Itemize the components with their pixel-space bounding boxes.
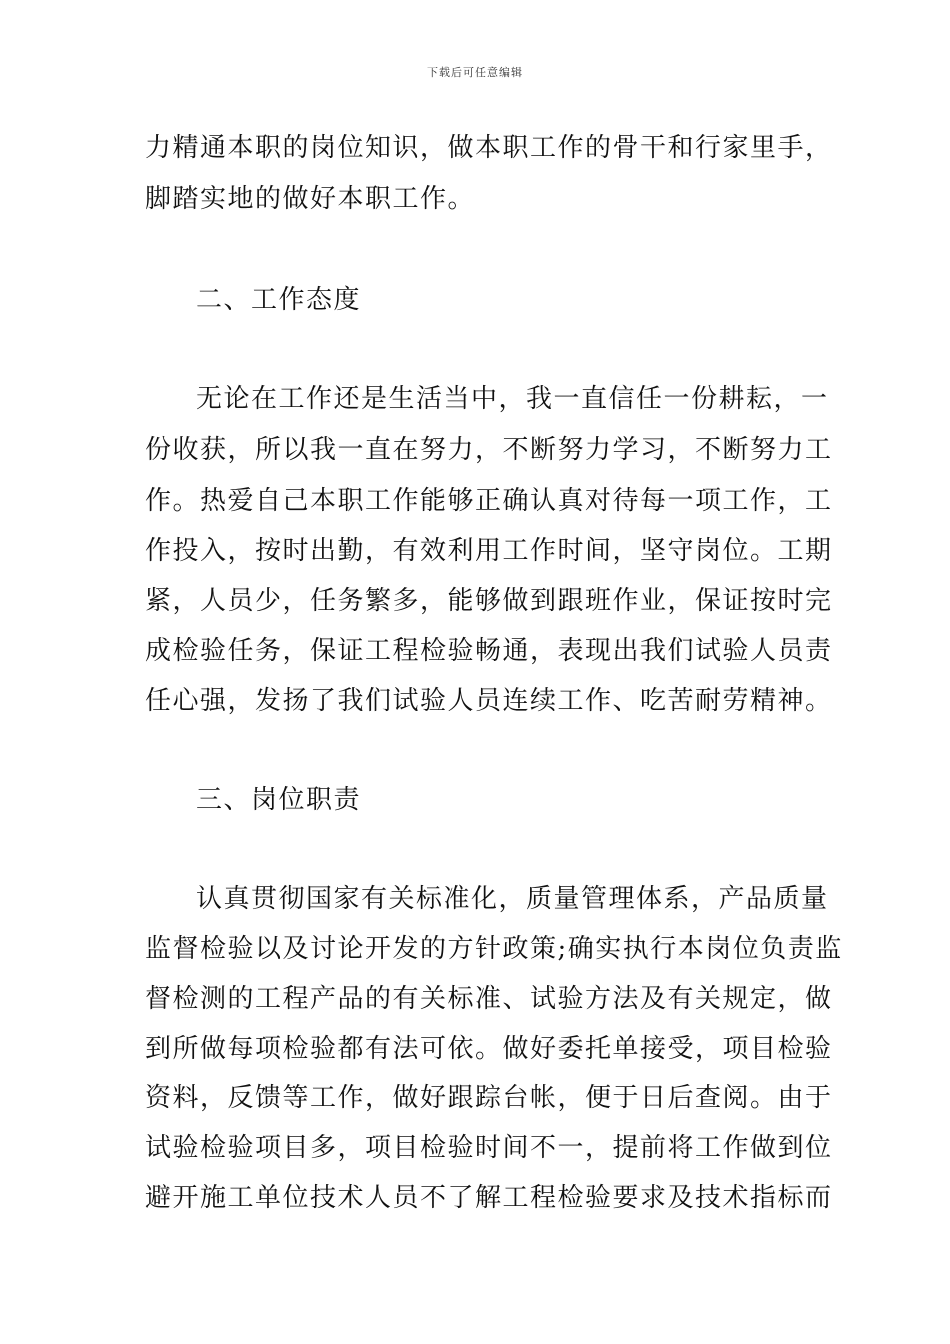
body-line: 紧，人员少，任务繁多，能够做到跟班作业，保证按时完 [145, 586, 833, 616]
body-line: 脚踏实地的做好本职工作。 [145, 184, 476, 214]
body-line: 监督检验以及讨论开发的方针政策;确实执行本岗位负责监 [145, 934, 843, 964]
section-heading: 二、工作态度 [196, 285, 362, 315]
body-line: 力精通本职的岗位知识，做本职工作的骨干和行家里手， [145, 133, 833, 163]
section-heading: 三、岗位职责 [196, 785, 362, 815]
body-line: 份收获，所以我一直在努力，不断努力学习，不断努力工 [145, 435, 833, 465]
body-line: 资料，反馈等工作，做好跟踪台帐，便于日后查阅。由于 [145, 1083, 833, 1113]
body-line: 作投入，按时出勤，有效利用工作时间，坚守岗位。工期 [145, 536, 833, 566]
body-line: 到所做每项检验都有法可依。做好委托单接受，项目检验 [145, 1034, 833, 1064]
body-line: 督检测的工程产品的有关标准、试验方法及有关规定，做 [145, 984, 833, 1014]
body-line: 避开施工单位技术人员不了解工程检验要求及技术指标而 [145, 1183, 833, 1213]
page-header: 下载后可任意编辑 [427, 66, 523, 79]
body-line: 无论在工作还是生活当中，我一直信任一份耕耘，一 [196, 384, 829, 414]
body-line: 任心强，发扬了我们试验人员连续工作、吃苦耐劳精神。 [145, 686, 833, 716]
body-line: 试验检验项目多，项目检验时间不一，提前将工作做到位 [145, 1133, 833, 1163]
body-line: 认真贯彻国家有关标准化，质量管理体系，产品质量 [196, 884, 829, 914]
body-line: 作。热爱自己本职工作能够正确认真对待每一项工作，工 [145, 486, 833, 516]
body-line: 成检验任务，保证工程检验畅通，表现出我们试验人员责 [145, 636, 833, 666]
